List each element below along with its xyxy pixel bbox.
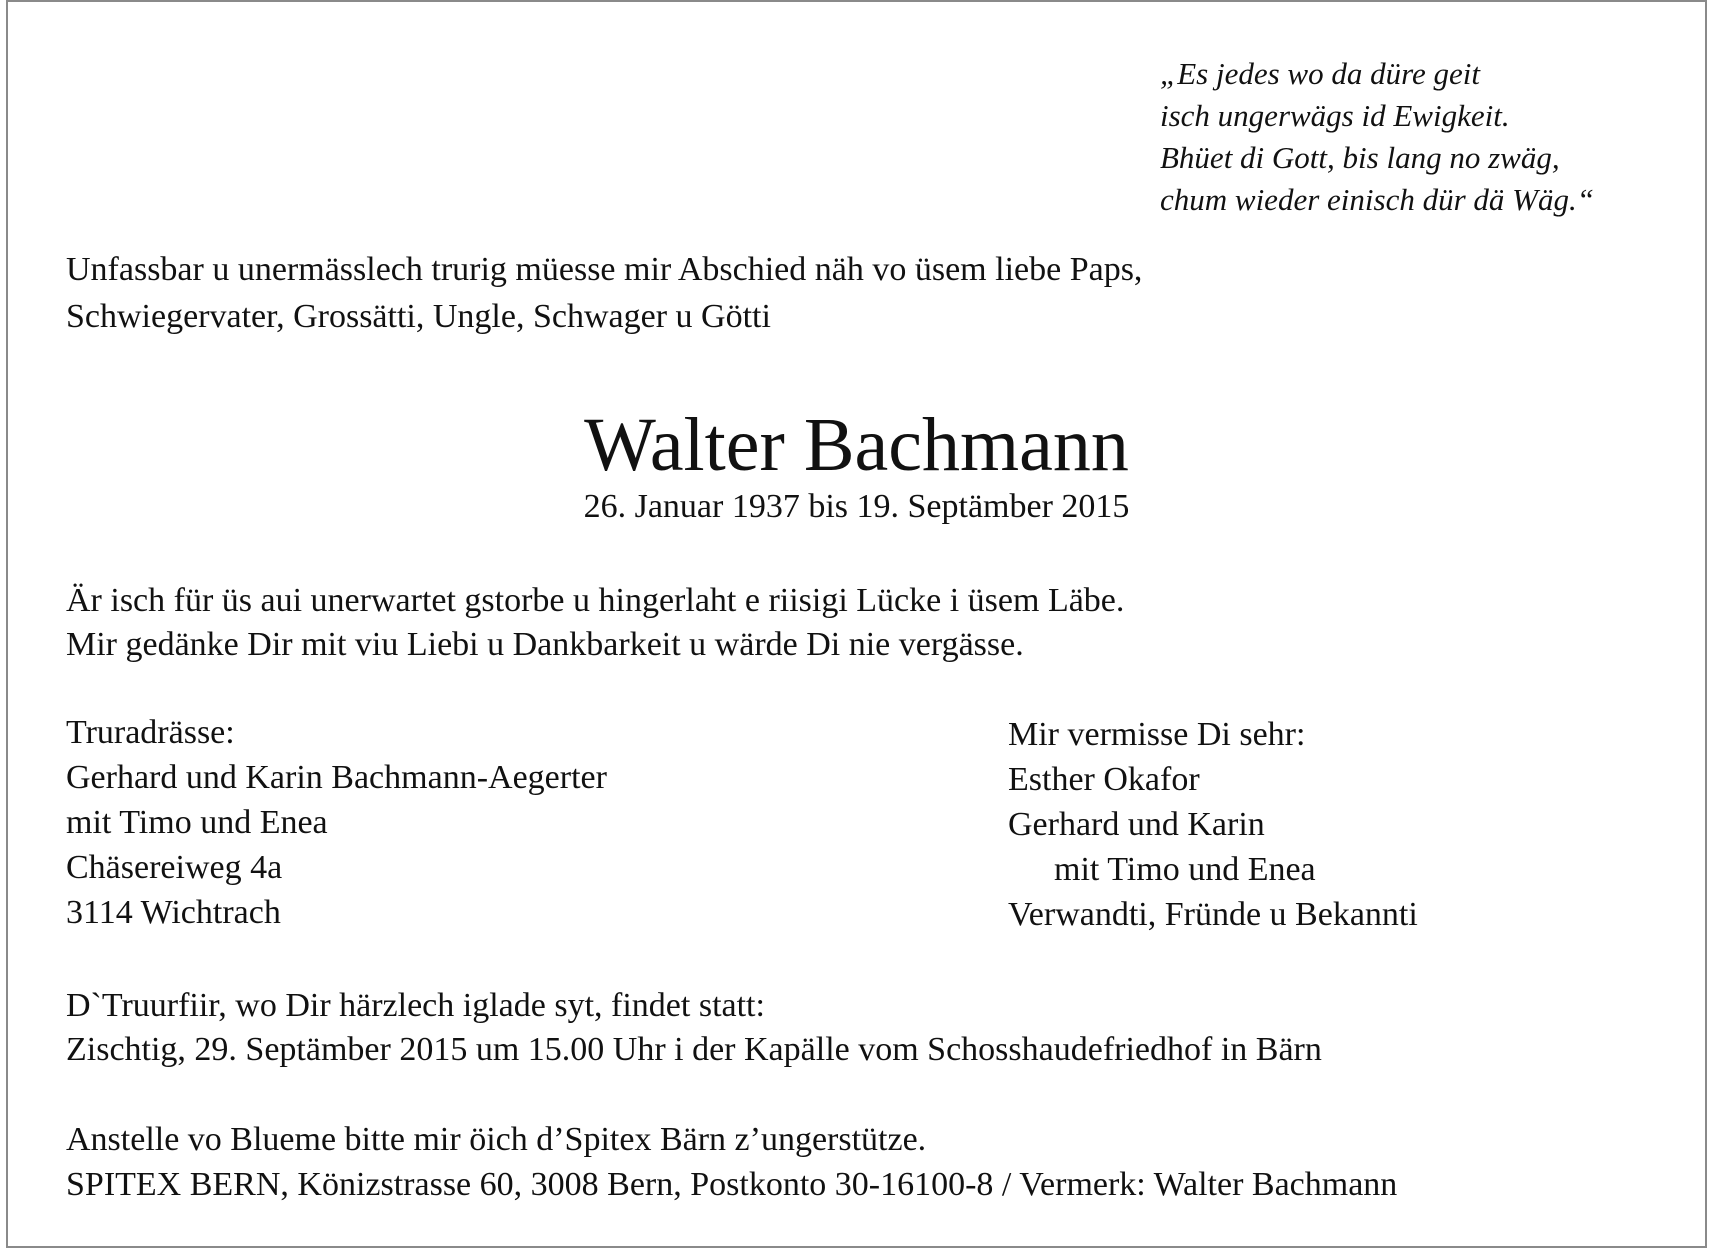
donation-line-1: Anstelle vo Blueme bitte mir öich d’Spitex Bärn z’ungerstütze. (66, 1121, 927, 1158)
service-line-2: Zischtig, 29. Septämber 2015 um 15.00 Uhr i der Kapälle vom Schosshaudefriedhof in Bärn (66, 1031, 1322, 1068)
verse-line: „Es jedes wo da düre geit (1160, 56, 1481, 91)
verse-quote (1160, 53, 1594, 221)
message-line-2: Mir gedänke Dir mit viu Liebi u Dankbarkeit u wärde Di nie vergässe. (66, 626, 1024, 663)
mourner-line: mit Timo und Enea (1054, 851, 1316, 888)
verse-line: isch ungerwägs id Ewigkeit. (1160, 98, 1510, 133)
mourner-line: Verwandti, Fründe u Bekannti (1008, 896, 1418, 933)
deceased-name: Walter Bachmann (584, 403, 1129, 487)
verse-line: chum wieder einisch dür dä Wäg.“ (1160, 182, 1594, 217)
message-line-1: Är isch für üs aui unerwartet gstorbe u hingerlaht e riisigi Lücke i üsem Läbe. (66, 582, 1125, 619)
mourning-address-heading: Truradrässe: (66, 714, 235, 751)
donation-line-2: SPITEX BERN, Könizstrasse 60, 3008 Bern, Postkonto 30-16100-8 / Vermerk: Walter Bachmann (66, 1166, 1398, 1203)
mourning-address-line: Chäsereiweg 4a (66, 849, 283, 886)
mourning-address-line: Gerhard und Karin Bachmann-Aegerter (66, 759, 607, 796)
mourners-heading: Mir vermisse Di sehr: (1008, 716, 1306, 753)
life-dates: 26. Januar 1937 bis 19. Septämber 2015 (583, 488, 1130, 525)
mourner-line: Gerhard und Karin (1008, 806, 1265, 843)
mourner-line: Esther Okafor (1008, 761, 1200, 798)
verse-line: Bhüet di Gott, bis lang no zwäg, (1160, 140, 1560, 175)
mourning-address-line: 3114 Wichtrach (66, 894, 281, 931)
intro-line-1: Unfassbar u unermässlech trurig müesse mir Abschied näh vo üsem liebe Paps, (66, 251, 1143, 288)
mourning-address-block (66, 710, 607, 935)
service-line-1: D`Truurfiir, wo Dir härzlech iglade syt, findet statt: (66, 987, 765, 1024)
intro-line-2: Schwiegervater, Grossätti, Ungle, Schwager u Götti (66, 298, 771, 335)
mourners-block (1008, 712, 1418, 937)
mourning-address-line: mit Timo und Enea (66, 804, 328, 841)
